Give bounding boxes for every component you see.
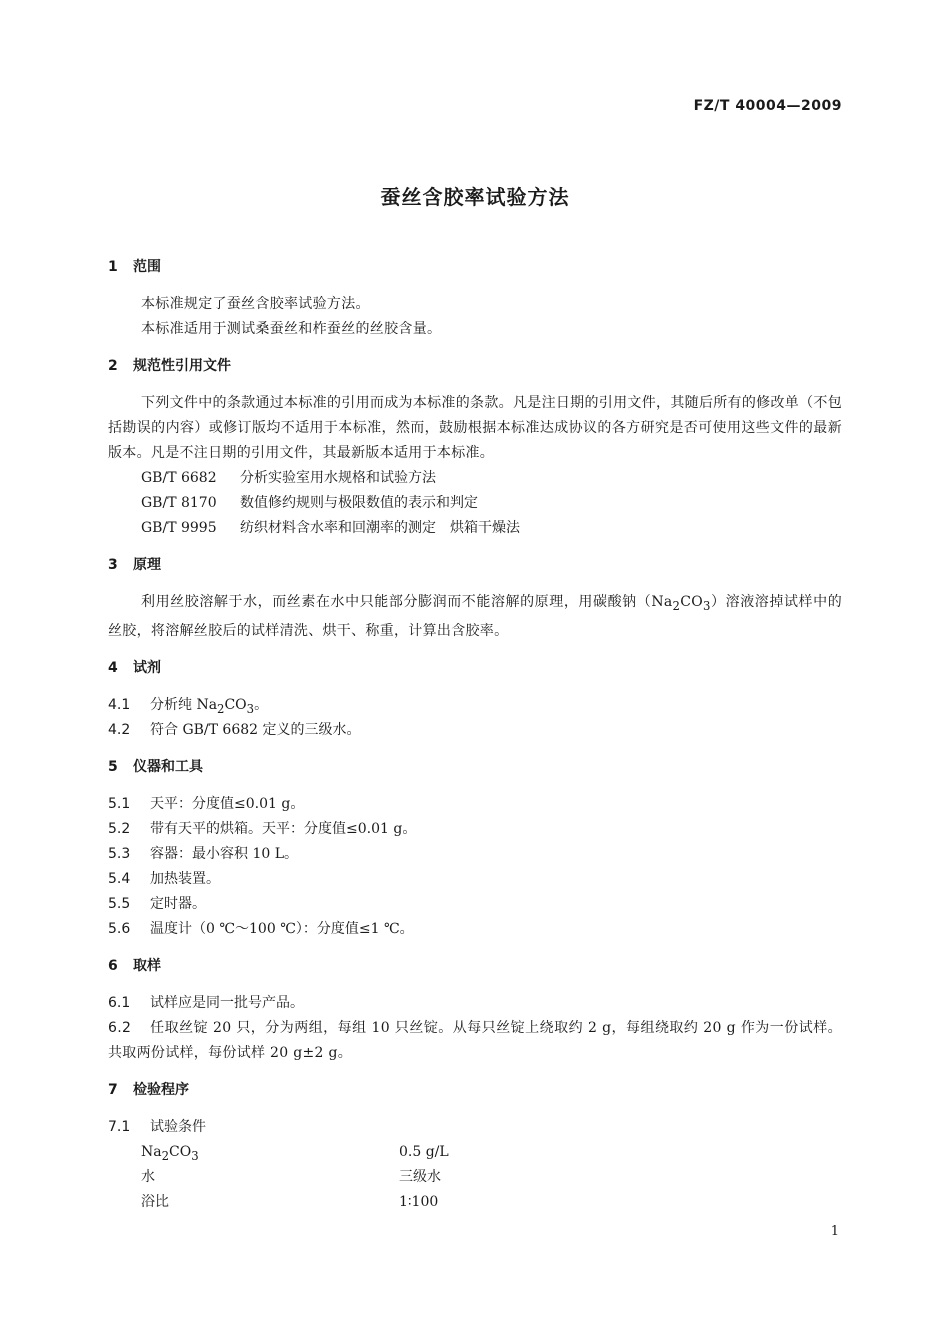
clause-text: 加热装置。 (150, 870, 220, 887)
reference-title: 分析实验室用水规格和试验方法 (240, 470, 436, 486)
section-number: 7 (108, 1081, 118, 1098)
section-title: 检验程序 (133, 1081, 189, 1098)
section-number: 1 (108, 259, 118, 275)
clause-number: 5.6 (108, 920, 131, 937)
section-1-heading (108, 255, 842, 280)
condition-row (108, 1190, 842, 1215)
page-title: 蚕丝含胶率试验方法 (380, 185, 570, 209)
clause-text: 温度计（0 ℃～100 ℃）：分度值≤1 ℃。 (150, 920, 414, 937)
section-title: 规范性引用文件 (133, 358, 231, 374)
reference-code: GB/T 8170 (141, 495, 217, 511)
clause-item (108, 892, 842, 917)
clause-number: 6.2 (108, 1019, 132, 1036)
clause-item (108, 817, 842, 842)
condition-value: 1∶100 (399, 1193, 439, 1210)
clause-item (108, 1016, 842, 1066)
clause-item: 4.1 分析纯 $Na_2CO_3$。 (108, 693, 842, 718)
section-title: 仪器和工具 (133, 758, 203, 775)
clause-number: 5.4 (108, 870, 131, 887)
section-title: 试剂 (133, 659, 161, 676)
standard-code: FZ/T 40004—2009 (693, 98, 842, 114)
condition-value: 三级水 (399, 1168, 441, 1185)
reference-item (108, 466, 842, 491)
reference-title: 数值修约规则与极限数值的表示和判定 (240, 495, 478, 511)
clause-item (108, 842, 842, 867)
reference-item (108, 516, 842, 541)
section-3-heading (108, 553, 842, 578)
section-2-heading (108, 354, 842, 379)
reference-item (108, 491, 842, 516)
section-title: 范围 (133, 259, 161, 275)
paragraph: 利用丝胶溶解于水，而丝素在水中只能部分膨润而不能溶解的原理，用碳酸钠$(Na_2CO_3)$溶液溶掉试样中的丝胶，将溶解丝胶后的试样清洗、烘干、称重，计算出含胶率。 (108, 594, 842, 639)
clause-number: 5.5 (108, 895, 131, 912)
clause-item (108, 792, 842, 817)
clause-text: 容器：最小容积 10 L。 (150, 845, 299, 862)
paragraph: 本标准规定了蚕丝含胶率试验方法。 (141, 296, 370, 312)
clause-number: 5.2 (108, 820, 131, 837)
paragraph: 本标准适用于测试桑蚕丝和柞蚕丝的丝胶含量。 (141, 321, 442, 337)
section-5-heading (108, 755, 842, 780)
clause-number: 6.1 (108, 994, 131, 1011)
clause-number: 4.2 (108, 721, 131, 738)
clause-number: 5.3 (108, 845, 131, 862)
section-number: 6 (108, 957, 118, 974)
section-7-heading (108, 1078, 842, 1103)
clause-number: 7.1 (108, 1118, 131, 1135)
section-title: 原理 (133, 557, 161, 573)
section-title: 取样 (133, 957, 161, 974)
reference-code: GB/T 6682 (141, 470, 217, 486)
condition-key: 水 (141, 1168, 155, 1185)
clause-text: 定时器。 (150, 895, 206, 912)
reference-title: 纺织材料含水率和回潮率的测定 烘箱干燥法 (240, 520, 520, 536)
reference-code: GB/T 9995 (141, 520, 217, 536)
clause-number: 5.1 (108, 795, 131, 812)
condition-key: $Na_2CO_3$ (141, 1143, 199, 1163)
clause-text: 试验条件 (150, 1118, 206, 1135)
clause-text: 符合 GB/T 6682 定义的三级水。 (150, 721, 361, 738)
condition-row (108, 1165, 842, 1190)
condition-row (108, 1140, 842, 1165)
section-number: 2 (108, 358, 118, 374)
clause-item (108, 718, 842, 743)
clause-item (108, 917, 842, 942)
clause-item (108, 1115, 842, 1140)
document-body (108, 255, 842, 1215)
clause-text: 任取丝锭 20 只，分为两组，每组 10 只丝锭。从每只丝锭上绕取约 2 g，每组绕取约 20 g 作为一份试样。共取两份试样，每份试样 20 g±2 g。 (108, 1019, 842, 1061)
page-number: 1 (830, 1224, 839, 1239)
clause-item (108, 867, 842, 892)
section-number: 5 (108, 758, 118, 775)
clause-number: 4.1 (108, 696, 131, 713)
paragraph: 下列文件中的条款通过本标准的引用而成为本标准的条款。凡是注日期的引用文件，其随后所有的修改单（不包括勘误的内容）或修订版均不适用于本标准，然而，鼓励根据本标准达成协议的各方研究是否可使用这些文件的最新版本。凡是不注日期的引用文件，其最新版本适用于本标准。 (108, 395, 842, 461)
section-4-heading (108, 656, 842, 681)
clause-text: 试样应是同一批号产品。 (150, 994, 304, 1011)
condition-key: 浴比 (141, 1193, 169, 1210)
condition-value: 0.5 g/L (399, 1143, 449, 1160)
section-6-heading (108, 954, 842, 979)
clause-text: 带有天平的烘箱。天平：分度值≤0.01 g。 (150, 820, 417, 837)
section-number: 4 (108, 659, 118, 676)
clause-text: 天平：分度值≤0.01 g。 (150, 795, 305, 812)
section-number: 3 (108, 557, 118, 573)
clause-item (108, 991, 842, 1016)
